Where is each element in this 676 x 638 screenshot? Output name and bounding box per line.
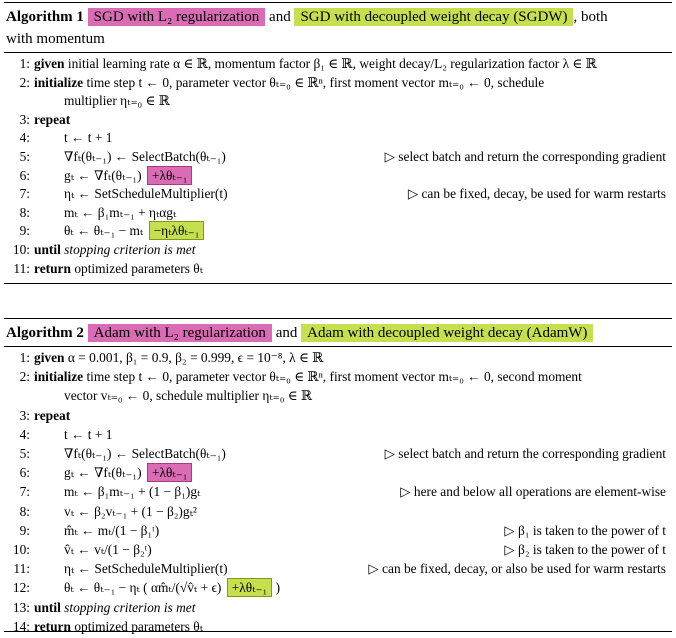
line-number: 7: (19, 186, 30, 202)
line-text: θₜ ← θₜ₋₁ − ηₜ ( αm̂ₜ/(√v̂ₜ + ϵ) (64, 580, 222, 596)
line-comment: ▷ select batch and return the corresponding gradient (384, 446, 666, 461)
line-text: optimized parameters θₜ (74, 260, 204, 276)
algorithm-line (4, 579, 672, 597)
l2-regularization-term: +λθₜ₋₁ (147, 166, 193, 185)
line-number: 2: (19, 369, 30, 385)
l2-regularization-term: +λθₜ₋₁ (147, 463, 193, 482)
line-text: t ← t + 1 (64, 130, 113, 146)
line-comment: ▷ select batch and return the corresponding gradient (384, 149, 666, 164)
keyword: until (34, 242, 61, 257)
line-number: 9: (19, 522, 30, 538)
line-text: initial learning rate α ∈ ℝ, momentum factor β₁ ∈ ℝ, weight decay/L₂ regularization factor λ ∈ ℝ (67, 56, 597, 71)
line-number: 3: (19, 111, 30, 127)
algorithm-2-header (4, 319, 672, 346)
keyword: return (34, 618, 71, 634)
line-text: stopping criterion is met (64, 242, 196, 257)
algorithm-1-suffix-2: with momentum (6, 31, 105, 47)
line-text: ηₜ ← SetScheduleMultiplier(t) (64, 561, 228, 577)
line-number: 8: (19, 503, 30, 519)
decoupled-weight-decay-term: −ηₜλθₜ₋₁ (149, 221, 205, 240)
line-content (34, 55, 597, 73)
algorithm-line (4, 204, 672, 222)
algorithm-line (4, 260, 672, 278)
line-number: 10: (12, 542, 30, 557)
line-content (64, 222, 204, 240)
line-content (64, 426, 112, 444)
line-content (64, 522, 159, 540)
decoupled-weight-decay-term: +λθₜ₋₁ (227, 578, 273, 597)
line-number: 1: (19, 350, 30, 365)
line-text: v̂ₜ ← vₜ/(1 − β₂ᵗ) (64, 542, 152, 557)
algorithm-line (4, 445, 672, 463)
line-number: 4: (19, 426, 30, 442)
line-text: gₜ ← ∇fₜ(θₜ₋₁) (64, 465, 142, 481)
algorithm-1 (4, 2, 672, 302)
algorithm-1-name-decoupled: SGD with decoupled weight decay (SGDW) (294, 8, 573, 26)
line-content (64, 560, 228, 578)
line-number: 8: (19, 204, 30, 220)
algorithm-2-joiner: and (275, 325, 298, 341)
line-content (34, 407, 70, 425)
line-text: optimized parameters θₜ (74, 618, 204, 634)
line-text: α = 0.001, β₁ = 0.9, β₂ = 0.999, ϵ = 10⁻⁸, λ ∈ ℝ (67, 350, 324, 365)
algorithm-line (4, 92, 672, 110)
line-comment: ▷ β₂ is taken to the power of t (504, 542, 666, 557)
line-text: time step t ← 0, parameter vector θₜ₌₀ ∈ ℝⁿ, first moment vector mₜ₌₀ ← 0, second moment (86, 369, 582, 385)
line-content (64, 541, 152, 559)
algorithm-1-header (4, 3, 672, 52)
algorithm-line (4, 599, 672, 617)
line-comment: ▷ β₁ is taken to the power of t (504, 522, 666, 538)
line-number: 5: (19, 446, 30, 461)
line-content (64, 387, 312, 405)
algorithm-1-title: Algorithm 1 (6, 9, 84, 25)
line-comment: ▷ can be fixed, decay, or also be used for warm restarts (368, 561, 666, 577)
line-content (34, 618, 203, 636)
algorithm-line (4, 55, 672, 73)
algorithm-line (4, 368, 672, 386)
algorithm-1-lines (4, 53, 672, 283)
line-content (34, 260, 203, 278)
line-number: 3: (19, 407, 30, 423)
line-number: 2: (19, 74, 30, 90)
algorithm-line (4, 74, 672, 92)
line-text: stopping criterion is met (64, 599, 196, 615)
line-number: 11: (13, 260, 30, 276)
line-content (64, 185, 228, 203)
line-text: ∇fₜ(θₜ₋₁) ← SelectBatch(θₜ₋₁) (64, 149, 226, 164)
keyword: given (34, 56, 65, 71)
line-content (64, 464, 192, 482)
line-number: 6: (19, 167, 30, 183)
line-content (64, 129, 112, 147)
line-text: m̂ₜ ← mₜ/(1 − β₁ᵗ) (64, 522, 160, 538)
algorithm-line (4, 503, 672, 521)
keyword: repeat (34, 407, 71, 423)
line-number: 10: (12, 242, 30, 257)
line-content (34, 599, 195, 617)
algorithm-line (4, 111, 672, 129)
keyword: repeat (34, 111, 71, 127)
algorithm-line (4, 185, 672, 203)
keyword: initialize (34, 369, 84, 385)
algorithm-line (4, 483, 672, 501)
line-comment: ▷ can be fixed, decay, be used for warm restarts (407, 186, 666, 202)
line-content (34, 349, 323, 367)
line-content (64, 483, 200, 501)
line-number: 7: (19, 484, 30, 500)
line-content (64, 579, 280, 597)
line-text: multiplier ηₜ₌₀ ∈ ℝ (64, 93, 170, 109)
keyword: given (34, 350, 65, 365)
bottom-rule (4, 283, 672, 284)
algorithm-line (4, 349, 672, 367)
line-number: 6: (19, 465, 30, 481)
algorithm-line (4, 129, 672, 147)
line-content (34, 368, 582, 386)
line-text: ∇fₜ(θₜ₋₁) ← SelectBatch(θₜ₋₁) (64, 446, 226, 461)
line-number: 4: (19, 130, 30, 146)
algorithm-2-title: Algorithm 2 (6, 325, 84, 341)
line-content (64, 148, 226, 166)
line-content (34, 74, 544, 92)
line-content (64, 167, 192, 185)
line-content (64, 445, 226, 463)
algorithm-1-name-l2: SGD with L₂ regularization (88, 8, 266, 26)
algorithm-line (4, 387, 672, 405)
line-number: 12: (12, 580, 30, 596)
algorithm-line (4, 241, 672, 259)
line-content (64, 204, 176, 222)
line-content (64, 503, 197, 521)
algorithm-line (4, 222, 672, 240)
line-content (34, 111, 70, 129)
line-comment: ▷ here and below all operations are element-wise (400, 484, 666, 500)
algorithm-2-name-l2: Adam with L₂ regularization (88, 324, 272, 342)
line-content (64, 92, 170, 110)
algorithm-line (4, 167, 672, 185)
algorithm-1-suffix: , both (573, 9, 608, 25)
line-number: 9: (19, 223, 30, 239)
algorithm-2 (4, 318, 672, 636)
line-number: 11: (13, 561, 30, 577)
algorithm-line (4, 541, 672, 559)
keyword: until (34, 599, 61, 615)
algorithm-line (4, 148, 672, 166)
algorithm-line (4, 464, 672, 482)
line-text: mₜ ← β₁mₜ₋₁ + (1 − β₁)gₜ (64, 484, 201, 500)
algorithm-line (4, 426, 672, 444)
line-text: θₜ ← θₜ₋₁ − mₜ (64, 223, 144, 239)
line-text: t ← t + 1 (64, 426, 113, 442)
algorithm-1-joiner: and (269, 9, 291, 25)
line-number: 1: (19, 56, 30, 71)
algorithm-line (4, 560, 672, 578)
line-number: 5: (19, 149, 30, 164)
line-number: 14: (12, 618, 30, 634)
algorithm-line (4, 522, 672, 540)
algorithm-2-name-decoupled: Adam with decoupled weight decay (AdamW) (301, 324, 593, 342)
line-text: time step t ← 0, parameter vector θₜ₌₀ ∈ ℝⁿ, first moment vector mₜ₌₀ ← 0, schedule (86, 74, 545, 90)
line-text: gₜ ← ∇fₜ(θₜ₋₁) (64, 167, 142, 183)
line-number: 13: (12, 599, 30, 615)
algorithm-2-lines (4, 347, 672, 634)
keyword: return (34, 260, 71, 276)
algorithm-line (4, 618, 672, 636)
line-text: vector vₜ₌₀ ← 0, schedule multiplier ηₜ₌₀ ∈ ℝ (64, 388, 313, 404)
keyword: initialize (34, 74, 84, 90)
line-content (34, 241, 195, 259)
line-text: ηₜ ← SetScheduleMultiplier(t) (64, 186, 228, 202)
line-text: vₜ ← β₂vₜ₋₁ + (1 − β₂)gₜ² (64, 503, 197, 519)
algorithm-line (4, 407, 672, 425)
line-text: mₜ ← β₁mₜ₋₁ + ηₜαgₜ (64, 204, 177, 220)
line-text-after: ) (272, 580, 281, 596)
